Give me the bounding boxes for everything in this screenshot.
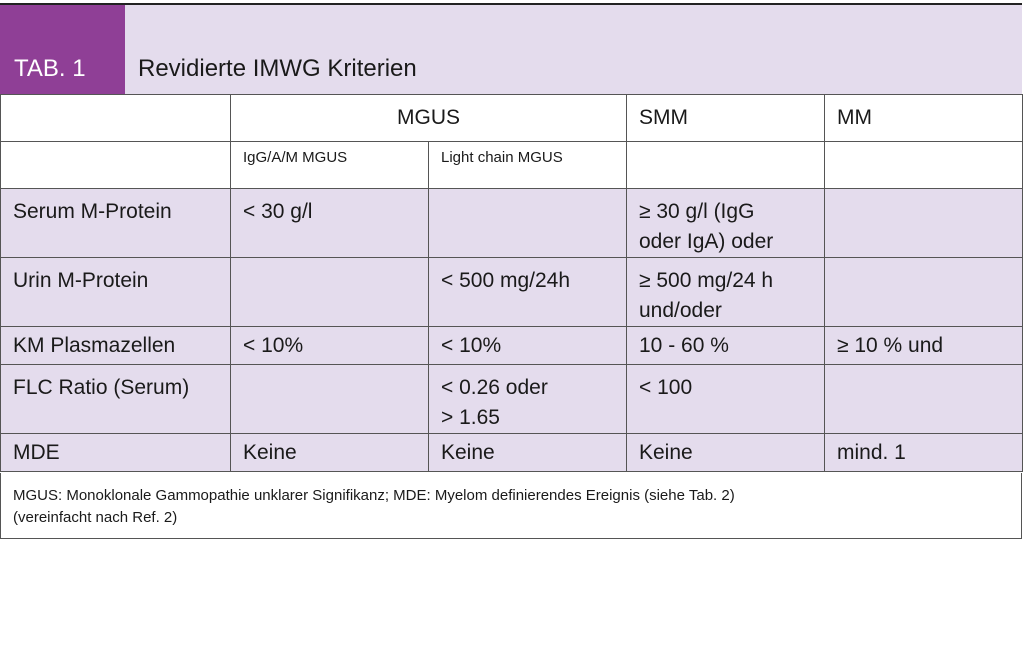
- cell-smm: < 100: [627, 365, 825, 434]
- corner-cell: [1, 95, 231, 142]
- header-smm: SMM: [627, 95, 825, 142]
- row-label: Serum M-Protein: [1, 189, 231, 258]
- table-row-flc-ratio: [1, 365, 1023, 434]
- cell-smm: [627, 189, 825, 258]
- table-row-urin-m-protein: [1, 258, 1023, 327]
- table-header-bar: [0, 3, 1022, 94]
- cell-mm: [825, 365, 1023, 434]
- cell-igg: [231, 258, 429, 327]
- cell-smm-line-2: und/oder: [639, 299, 722, 322]
- cell-light-line-2: > 1.65: [441, 406, 500, 429]
- cell-smm-line-1: ≥ 500 mg/24 h: [639, 269, 774, 292]
- table-row-group-headers: [1, 95, 1023, 142]
- table-row-km-plasmazellen: [1, 327, 1023, 365]
- cell-light: < 10%: [429, 327, 627, 365]
- cell-smm: Keine: [627, 434, 825, 472]
- criteria-table: [0, 94, 1023, 472]
- row-label: Urin M-Protein: [1, 258, 231, 327]
- cell-light: Keine: [429, 434, 627, 472]
- cell-light: < 500 mg/24h: [429, 258, 627, 327]
- cell-light: [429, 365, 627, 434]
- cell-light: [429, 189, 627, 258]
- subheader-igg-mgus: IgG/A/M MGUS: [231, 142, 429, 189]
- cell-mm: [825, 189, 1023, 258]
- cell-smm-line-1: ≥ 30 g/l (IgG: [639, 200, 755, 223]
- table-number: TAB. 1: [14, 55, 86, 82]
- header-mgus: MGUS: [231, 95, 627, 142]
- table-row-sub-headers: [1, 142, 1023, 189]
- cell-light-line-1: < 0.26 oder: [441, 376, 548, 399]
- subheader-light-chain-mgus: Light chain MGUS: [429, 142, 627, 189]
- row-label: MDE: [1, 434, 231, 472]
- cell-smm: 10 - 60 %: [627, 327, 825, 365]
- table-row-mde: [1, 434, 1023, 472]
- sub-corner-cell: [1, 142, 231, 189]
- criteria-table-figure: [0, 3, 1022, 536]
- table-footnote: [0, 473, 1022, 539]
- subheader-mm-empty: [825, 142, 1023, 189]
- row-label: KM Plasmazellen: [1, 327, 231, 365]
- footnote-line-1: MGUS: Monoklonale Gammopathie unklarer Signifikanz; MDE: Myelom definierendes Ereignis (siehe Tab. 2): [13, 487, 735, 504]
- cell-igg: < 30 g/l: [231, 189, 429, 258]
- cell-mm: [825, 258, 1023, 327]
- table-row-serum-m-protein: [1, 189, 1023, 258]
- cell-smm-line-2: oder IgA) oder: [639, 230, 774, 253]
- cell-igg: Keine: [231, 434, 429, 472]
- cell-mm: ≥ 10 % und: [825, 327, 1023, 365]
- subheader-smm-empty: [627, 142, 825, 189]
- cell-smm: [627, 258, 825, 327]
- cell-mm: mind. 1: [825, 434, 1023, 472]
- cell-igg: < 10%: [231, 327, 429, 365]
- table-title: Revidierte IMWG Kriterien: [138, 55, 417, 82]
- row-label: FLC Ratio (Serum): [1, 365, 231, 434]
- cell-igg: [231, 365, 429, 434]
- table-number-badge: [0, 5, 125, 94]
- header-mm: MM: [825, 95, 1023, 142]
- footnote-line-2: (vereinfacht nach Ref. 2): [13, 509, 178, 526]
